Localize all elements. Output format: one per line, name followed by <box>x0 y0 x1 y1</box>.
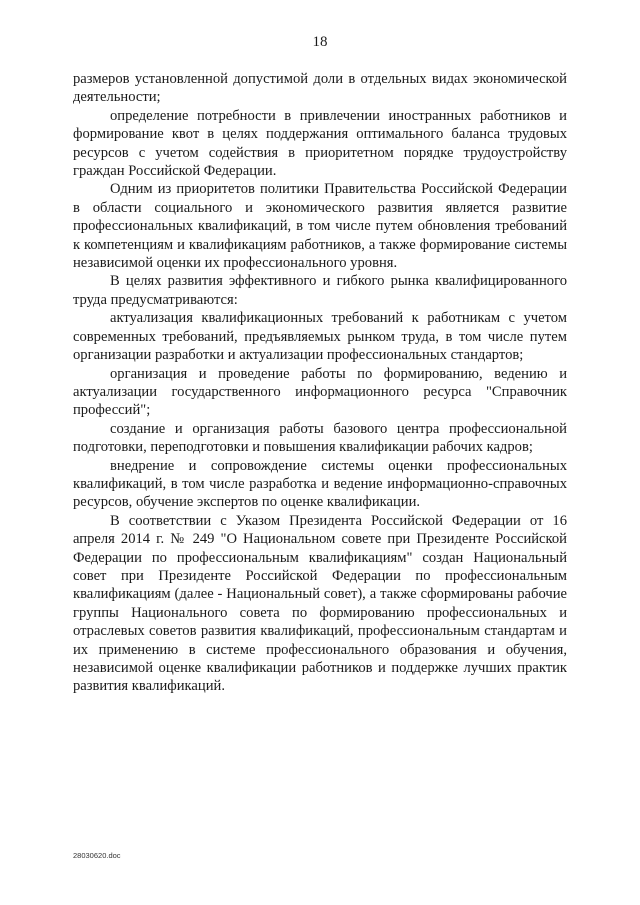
paragraph-7: создание и организация работы базового центра профессиональной подготовки, переподготовки и повышения квалификации рабочих кадров; <box>73 420 567 456</box>
paragraph-1: размеров установленной допустимой доли в отдельных видах экономической деятельности; <box>73 71 567 106</box>
page-number: 18 <box>312 34 328 50</box>
footer-filename: 28030620.doc <box>73 851 121 860</box>
document-body <box>73 70 567 696</box>
paragraph-9: В соответствии с Указом Президента Российской Федерации от 16 апреля 2014 г. № 249 "О Национальном совете при Президенте Российской Федерации по профессиональным квалификациям" создан Национальный совет при Президенте Российской Федерации по профессиональным квалификациям (далее - Национальный совет), а также сформированы рабочие группы Национального совета по формированию профессиональных и отраслевых советов развития квалификаций, профессиональным стандартам и их применению в системе профессионального образования и обучения, независимой оценке квалификации работников и поддержке лучших практик развития квалификаций. <box>73 512 567 695</box>
paragraph-8: внедрение и сопровождение системы оценки профессиональных квалификаций, в том числе разработка и ведение информационно-справочных ресурсов, обучение экспертов по оценке квалификации. <box>73 457 567 511</box>
paragraph-3: Одним из приоритетов политики Правительства Российской Федерации в области социального и экономического развития является развитие профессиональных квалификаций, в том числе путем обновления требований к компетенциям и квалификациям работников, а также формирование системы независимой оценки их профессионального уровня. <box>73 181 567 272</box>
paragraph-4: В целях развития эффективного и гибкого рынка квалифицированного труда предусматриваются: <box>73 273 567 308</box>
paragraph-5: актуализация квалификационных требований к работникам с учетом современных требований, предъявляемых рынком труда, в том числе путем организации разработки и актуализации профессиональных стандартов; <box>73 310 567 364</box>
paragraph-6: организация и проведение работы по формированию, ведению и актуализации государственного информационного ресурса "Справочник профессий"; <box>73 365 567 419</box>
paragraph-2: определение потребности в привлечении иностранных работников и формирование квот в целях поддержания оптимального баланса трудовых ресурсов с учетом содействия в приоритетном порядке трудоустройству граждан Российской Федерации. <box>73 107 567 180</box>
